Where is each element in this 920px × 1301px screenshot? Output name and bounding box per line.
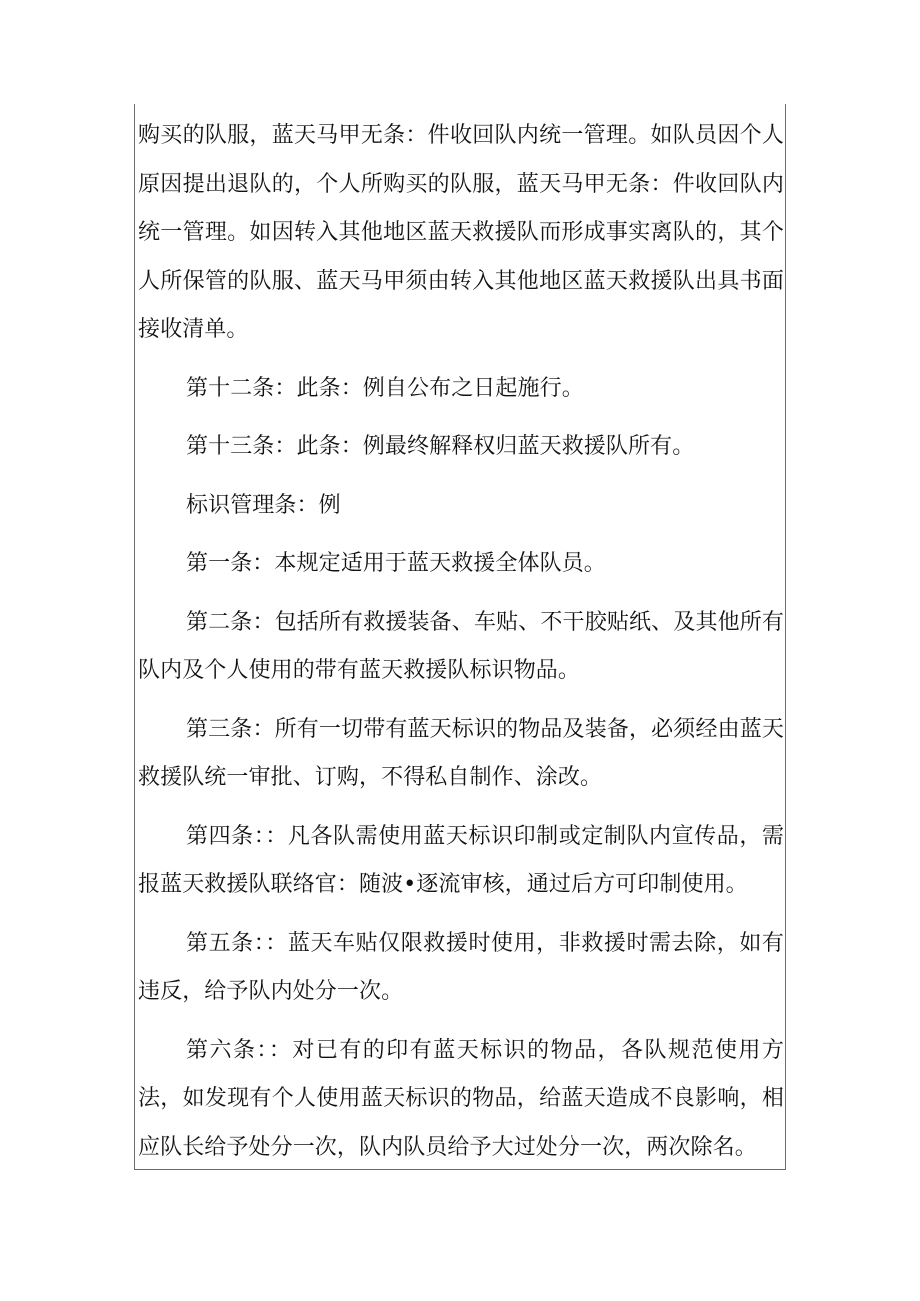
paragraph-mark-article-3: 第三条：所有一切带有蓝天标识的物品及装备，必须经由蓝天救援队统一审批、订购，不得私自制作、涂改。 <box>138 716 784 790</box>
paragraph-article-12: 第十二条：此条：例自公布之日起施行。 <box>186 375 584 401</box>
paragraph-mark-article-1: 第一条：本规定适用于蓝天救援全体队员。 <box>186 551 606 576</box>
paragraph-continuation: 购买的队服，蓝天马甲无条：件收回队内统一管理。如队员因个人原因提出退队的，个人所购买的队服，蓝天马甲无条：件收回队内统一管理。如因转入其他地区蓝天救援队而形成事实离队的，其个人所保管的队服、蓝天马甲须由转入其他地区蓝天救援队出具书面接收清单。 <box>138 123 784 342</box>
paragraph-mark-article-6: 第六条：：对已有的印有蓝天标识的物品，各队规范使用方法，如发现有个人使用蓝天标识的物品，给蓝天造成不良影响，相应队长给予处分一次，队内队员给予大过处分一次，两次除名。 <box>138 1037 784 1160</box>
paragraph-mark-article-4: 第四条：：凡各队需使用蓝天标识印制或定制队内宣传品，需报蓝天救援队联络官：随波•逐流审核，通过后方可印制使用。 <box>138 823 784 897</box>
paragraph-article-13: 第十三条：此条：例最终解释权归蓝天救援队所有。 <box>186 434 695 459</box>
paragraph-mark-article-2: 第二条：包括所有救援装备、车贴、不干胶贴纸、及其他所有队内及个人使用的带有蓝天救援队标识物品。 <box>138 609 784 683</box>
document-body <box>138 112 784 1172</box>
section-heading: 标识管理条：例 <box>186 492 341 518</box>
paragraph-mark-article-5: 第五条：：蓝天车贴仅限救援时使用，非救援时需去除，如有违反，给予队内处分一次。 <box>138 930 784 1004</box>
